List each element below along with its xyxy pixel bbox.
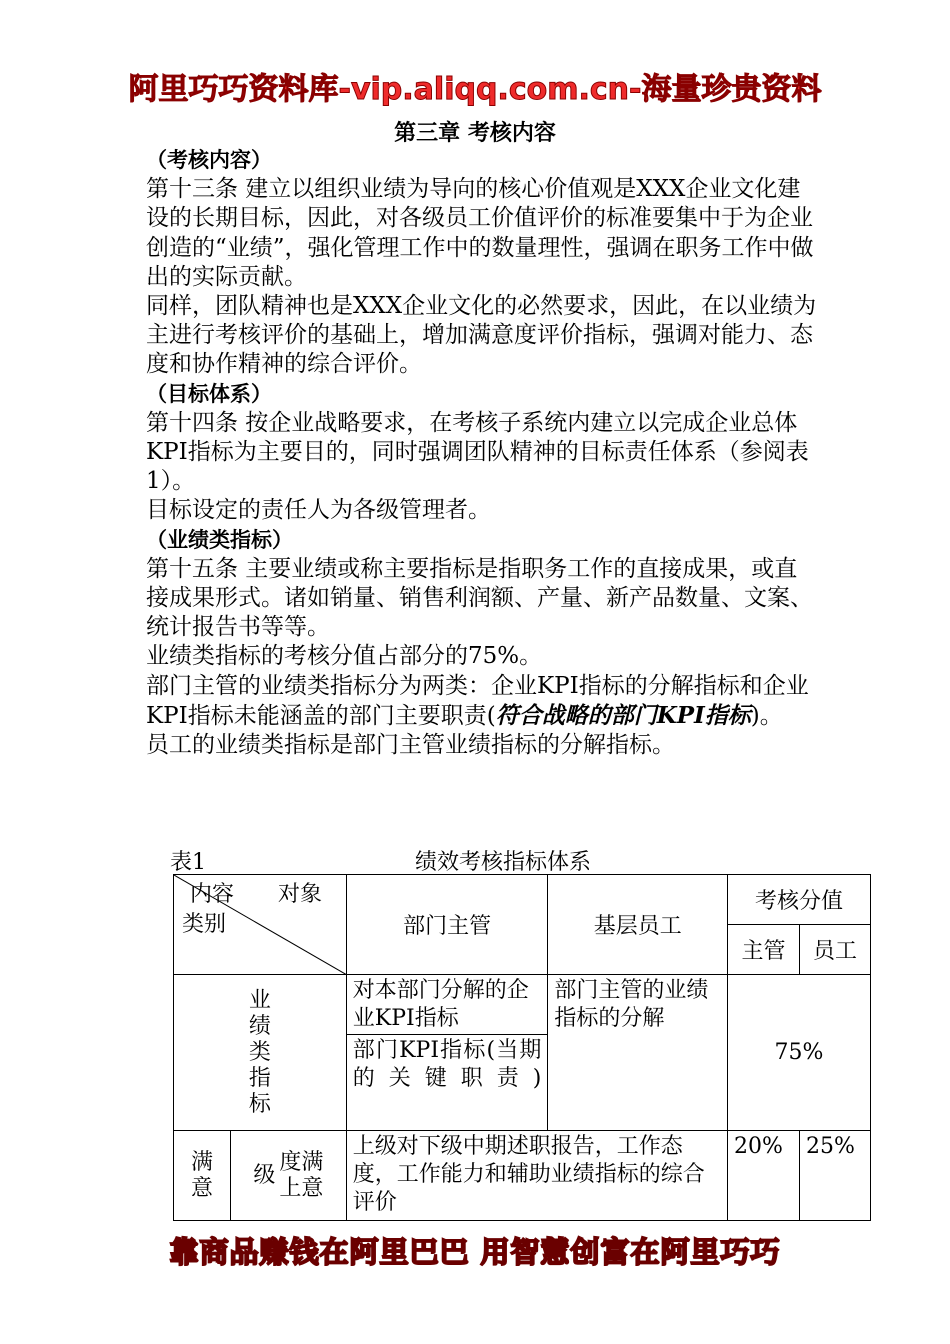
satisfaction-score-manager: 20% (728, 1131, 800, 1221)
perf-category-char: 绩 (248, 1013, 271, 1039)
perf-category-char: 业 (248, 987, 271, 1013)
dept-text-emphasis: 符合战略的部门KPI指标 (495, 701, 751, 729)
dept-text-pre: 部门主管的业绩类指标分为两类：企业KPI指标的分解指标和企业KPI指标未能涵盖的部门主要职责( (146, 672, 809, 729)
paragraph-target-owner: 目标设定的责任人为各级管理者。 (146, 497, 491, 524)
paragraph-staff-indicators: 员工的业绩类指标是部门主管业绩指标的分解指标。 (146, 732, 675, 759)
perf-category-char: 标 (248, 1091, 271, 1117)
perf-manager-item-2: 部门KPI指标(当期的关键职责) (346, 1035, 548, 1131)
header-object: 对象 (278, 882, 323, 907)
footer-banner: 靠商品赚钱在阿里巴巴 用智慧创富在阿里巧巧 (169, 1235, 781, 1269)
paragraph-team-spirit: 同样，团队精神也是XXX企业文化的必然要求，因此，在以业绩为主进行考核评价的基础上，增加满意度评价指标，强调对能力、态度和协作精神的综合评价。 (146, 293, 817, 378)
satisfaction-col2-stack (279, 1150, 323, 1202)
section-heading-target-system: （目标体系） (146, 381, 272, 406)
diagonal-header-cell (174, 875, 347, 975)
header-category: 类别 (182, 912, 227, 937)
section-heading-performance-indicators: （业绩类指标） (146, 527, 293, 552)
table-title: 绩效考核指标体系 (415, 850, 592, 875)
perf-manager-item-1: 对本部门分解的企业KPI指标 (346, 975, 548, 1035)
satisfaction-description: 上级对下级中期述职报告，工作态度，工作能力和辅助业绩指标的综合评价 (346, 1131, 727, 1221)
kpi-table (173, 874, 871, 1221)
article-14: 第十四条 按企业战略要求，在考核子系统内建立以完成企业总体KPI指标为主要目的，同时强调团队精神的目标责任体系（参阅表1）。 (146, 409, 809, 495)
section-heading-assessment: （考核内容） (146, 148, 272, 172)
dept-text-post: )。 (750, 702, 783, 729)
satisfaction-col2-b: 度满 (279, 1149, 324, 1175)
header-banner: 阿里巧巧资料库-vip.aliqq.com.cn-海量珍贵资料 (128, 72, 822, 107)
perf-category-cell (174, 975, 347, 1131)
paragraph-score-share: 业绩类指标的考核分值占部分的75%。 (146, 643, 543, 670)
header-dept-manager: 部门主管 (346, 875, 548, 975)
perf-category-char: 类 (248, 1039, 271, 1065)
chapter-title: 第三章 考核内容 (394, 121, 556, 146)
header-staff: 基层员工 (548, 875, 728, 975)
satisfaction-score-staff: 25% (799, 1131, 870, 1221)
header-score: 考核分值 (728, 875, 871, 925)
perf-score: 75% (728, 975, 871, 1131)
document-body (146, 146, 818, 760)
perf-category-char: 指 (248, 1065, 271, 1091)
satisfaction-col2-c: 上意 (279, 1175, 324, 1201)
header-content: 内容 (190, 882, 235, 907)
paragraph-dept-manager-indicators (146, 672, 818, 731)
article-13: 第十三条 建立以组织业绩为导向的核心价值观是XXX企业文化建设的长期目标，因此，对各级员工价值评价的标准要集中于为企业创造的“业绩”，强化管理工作中的数量理性，强调在职务工作中做出的实际贡献。 (146, 176, 814, 290)
satisfaction-char: 满 (190, 1149, 213, 1175)
header-score-manager: 主管 (728, 925, 800, 975)
table-number: 表1 (170, 850, 206, 875)
satisfaction-col1 (174, 1131, 231, 1221)
satisfaction-col2-a: 级 (253, 1162, 276, 1188)
satisfaction-char: 意 (190, 1175, 213, 1201)
perf-staff-item: 部门主管的业绩指标的分解 (548, 975, 728, 1131)
satisfaction-col2 (230, 1131, 346, 1221)
article-15: 第十五条 主要业绩或称主要指标是指职务工作的直接成果，或直接成果形式。诸如销量、销售利润额、产量、新产品数量、文案、统计报告书等等。 (146, 555, 813, 641)
header-score-staff: 员工 (799, 925, 870, 975)
